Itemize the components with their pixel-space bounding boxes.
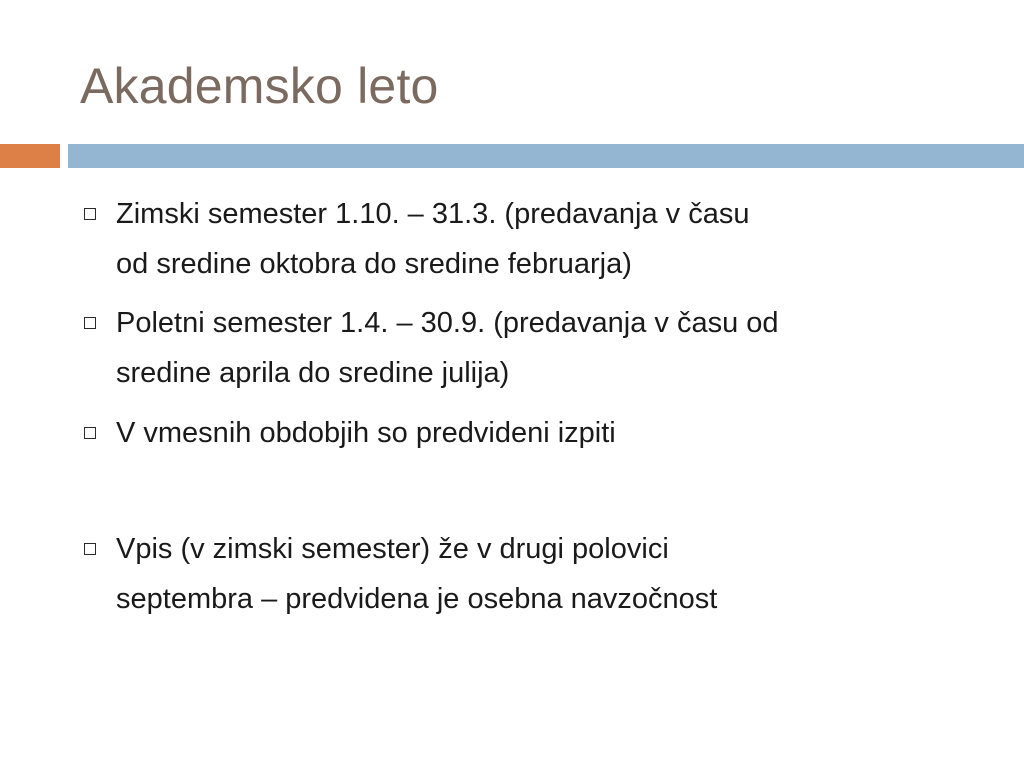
bullet-item bbox=[0, 408, 1024, 458]
bullet-text-line: sredine aprila do sredine julija) bbox=[116, 357, 510, 389]
slide-title: Akademsko leto bbox=[80, 58, 439, 114]
accent-bar-blue bbox=[68, 144, 1024, 168]
bullet-text-line: Zimski semester 1.10. – 31.3. (predavanja v času bbox=[116, 198, 750, 230]
bullet-text-line: od sredine oktobra do sredine februarja) bbox=[116, 248, 632, 280]
bullet-text-line: V vmesnih obdobjih so predvideni izpiti bbox=[116, 417, 616, 449]
hollow-square-bullet-icon bbox=[84, 427, 96, 439]
bullet-text-line: septembra – predvidena je osebna navzočnost bbox=[116, 583, 718, 615]
bullet-text-line: Poletni semester 1.4. – 30.9. (predavanja v času od bbox=[116, 307, 779, 339]
bullet-item bbox=[0, 298, 1024, 398]
hollow-square-bullet-icon bbox=[84, 543, 96, 555]
bullet-item bbox=[0, 189, 1024, 289]
hollow-square-bullet-icon bbox=[84, 208, 96, 220]
bullet-text-line: Vpis (v zimski semester) že v drugi polovici bbox=[116, 533, 669, 565]
hollow-square-bullet-icon bbox=[84, 317, 96, 329]
accent-bar-orange bbox=[0, 144, 60, 168]
bullet-item bbox=[0, 524, 1024, 624]
